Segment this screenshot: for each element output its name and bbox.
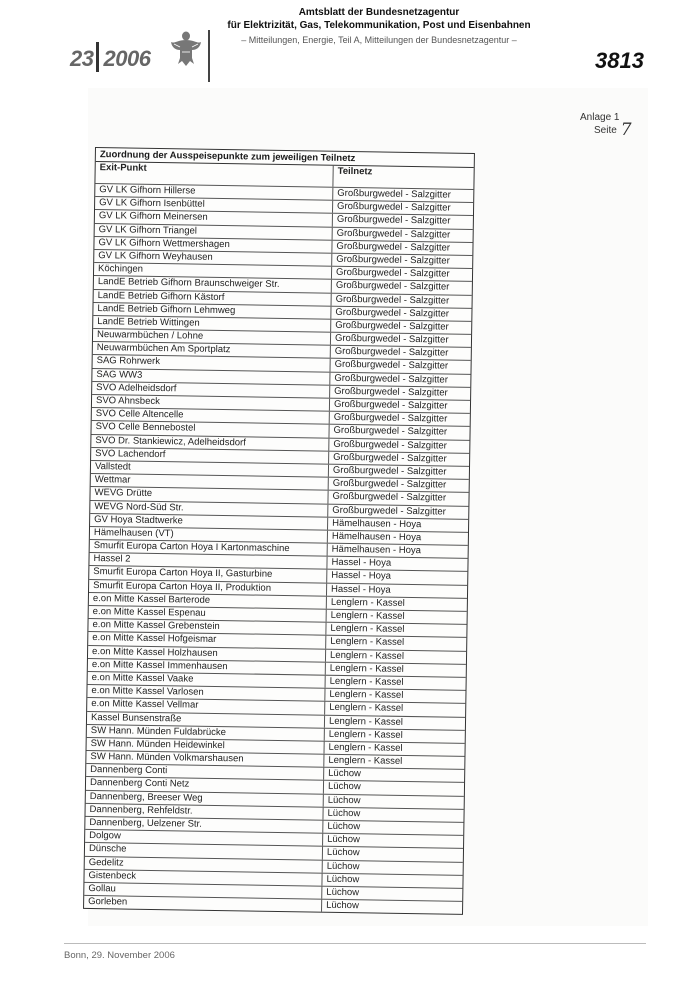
exit-point-cell: e.on Mitte Kassel Barterode	[89, 593, 327, 609]
exit-point-cell: e.on Mitte Kassel Grebenstein	[88, 619, 326, 635]
subnet-cell: Lüchow	[327, 794, 361, 806]
exit-point-cell: LandE Betrieb Gifhorn Lehmweg	[93, 303, 331, 319]
subnet-cell: Großburgwedel - Salzgitter	[334, 385, 448, 399]
exit-point-cell: SAG Rohrwerk	[93, 355, 331, 371]
subnet-cell: Großburgwedel - Salzgitter	[333, 425, 448, 438]
exit-point-cell: e.on Mitte Kassel Vellmar	[87, 698, 325, 714]
exit-point-cell: SVO Celle Bennebostel	[91, 421, 329, 437]
exit-point-cell: Dünsche	[85, 843, 323, 859]
issue-separator	[96, 42, 99, 72]
subnet-cell: Großburgwedel - Salzgitter	[333, 451, 447, 465]
subnet-cell: Großburgwedel - Salzgitter	[335, 306, 450, 320]
subnet-cell: Lenglern - Kassel	[328, 754, 403, 767]
subnet-cell: Großburgwedel - Salzgitter	[334, 332, 449, 346]
subnet-cell: Großburgwedel - Salzgitter	[335, 293, 450, 307]
subnet-cell: Großburgwedel - Salzgitter	[336, 253, 450, 267]
exit-point-cell: Köchingen	[94, 263, 332, 279]
subnet-cell: Lenglern - Kassel	[329, 688, 404, 702]
exit-point-cell: SAG WW3	[92, 369, 330, 385]
exit-point-cell: LandE Betrieb Gifhorn Kästorf	[94, 289, 332, 305]
exit-point-cell: Dannenberg Conti Netz	[86, 777, 324, 793]
exit-point-cell: SW Hann. Münden Volkmarshausen	[86, 751, 324, 767]
annex-page	[580, 120, 632, 140]
publication-scope: für Elektrizität, Gas, Telekommunikation, Post und Eisenbahnen	[227, 20, 531, 31]
exit-point-cell: GV LK Gifhorn Weyhausen	[94, 250, 332, 266]
exit-point-cell: GV LK Gifhorn Hillerse	[95, 184, 333, 200]
subnet-cell: Lenglern - Kassel	[328, 741, 403, 754]
exit-point-cell: Smurfit Europa Carton Hoya II, Produktion	[89, 580, 327, 596]
exit-point-cell: GV LK Gifhorn Triangel	[95, 224, 333, 240]
exit-point-cell: GV LK Gifhorn Meinersen	[95, 210, 333, 226]
subnet-cell: Hassel - Hoya	[331, 570, 392, 583]
annex-label	[580, 112, 632, 140]
subnet-cell: Großburgwedel - Salzgitter	[336, 240, 451, 254]
annex-page-number: 7	[620, 120, 632, 140]
subnet-cell: Lenglern - Kassel	[330, 609, 405, 622]
exit-point-cell: SVO Ahnsbeck	[92, 395, 330, 411]
subnet-cell: Großburgwedel - Salzgitter	[333, 411, 448, 425]
publication-header	[214, 6, 544, 47]
subnet-cell: Lüchow	[326, 860, 360, 872]
exit-point-cell: Gorleben	[84, 896, 322, 912]
exit-point-cell: Wettmar	[91, 474, 329, 490]
exit-point-cell: GV Hoya Stadtwerke	[90, 514, 328, 530]
subnet-cell: Hämelhausen - Hoya	[331, 530, 422, 544]
subnet-cell: Lüchow	[327, 833, 360, 846]
subnet-cell: Lenglern - Kassel	[330, 596, 405, 609]
exit-point-cell: e.on Mitte Kassel Holzhausen	[88, 646, 326, 662]
header-divider	[208, 30, 210, 82]
subnet-cell: Großburgwedel - Salzgitter	[337, 200, 451, 214]
subnet-cell: Großburgwedel - Salzgitter	[333, 398, 448, 412]
column-header-exit-point: Exit-Punkt	[95, 162, 333, 187]
subnet-cell: Lüchow	[327, 820, 361, 833]
subnet-cell: Großburgwedel - Salzgitter	[332, 477, 447, 491]
subnet-cell: Hassel - Hoya	[331, 557, 392, 569]
exit-point-cell: Smurfit Europa Carton Hoya I Kartonmaschine	[90, 540, 328, 556]
exit-point-cell: e.on Mitte Kassel Hofgeismar	[88, 632, 326, 648]
annex-page-label: Seite	[594, 125, 617, 136]
subnet-cell: Lüchow	[327, 781, 361, 793]
exit-point-cell: Dolgow	[85, 830, 323, 846]
footer-date: Bonn, 29. November 2006	[64, 950, 175, 961]
subnet-cell: Großburgwedel - Salzgitter	[336, 214, 451, 227]
exit-point-cell: Hassel 2	[89, 553, 327, 569]
publication-section: – Mitteilungen, Energie, Teil A, Mitteilungen der Bundesnetzagentur –	[241, 35, 517, 45]
subnet-cell: Hassel - Hoya	[331, 583, 391, 596]
subnet-cell: Lenglern - Kassel	[328, 715, 404, 728]
subnet-cell: Großburgwedel - Salzgitter	[334, 359, 449, 373]
exit-point-cell: SVO Dr. Stankiewicz, Adelheidsdorf	[91, 435, 329, 451]
subnet-cell: Großburgwedel - Salzgitter	[336, 227, 451, 241]
table-body	[84, 184, 473, 914]
table-title: Zuordnung der Ausspeisepunkte zum jeweiligen Teilnetz	[96, 148, 474, 168]
exit-point-cell: GV LK Gifhorn Wettmershagen	[94, 237, 332, 253]
subnet-cell: Lüchow	[326, 886, 360, 899]
exit-point-cell: Dannenberg Conti	[86, 764, 324, 780]
subnet-cell: Großburgwedel - Salzgitter	[334, 372, 449, 386]
subnet-cell: Lüchow	[327, 807, 361, 820]
exit-point-cell: e.on Mitte Kassel Espenau	[89, 606, 327, 622]
subnet-cell: Lenglern - Kassel	[330, 622, 405, 636]
subnet-cell: Großburgwedel - Salzgitter	[332, 464, 447, 478]
subnet-cell: Hämelhausen - Hoya	[331, 543, 422, 557]
exit-point-cell: Gistenbeck	[84, 870, 322, 886]
subnet-cell: Großburgwedel - Salzgitter	[337, 187, 451, 201]
exit-point-cell: WEVG Nord-Süd Str.	[90, 500, 328, 516]
subnet-cell: Lüchow	[328, 767, 362, 780]
exit-point-cell: Neuwarmbüchen Am Sportplatz	[93, 342, 331, 358]
subnet-cell: Großburgwedel - Salzgitter	[335, 319, 449, 333]
annex-title: Anlage 1	[580, 112, 620, 123]
subnet-cell: Großburgwedel - Salzgitter	[332, 504, 446, 518]
subnet-cell: Großburgwedel - Salzgitter	[335, 280, 450, 293]
exit-point-cell: WEVG Drütte	[90, 487, 328, 503]
subnet-cell: Lenglern - Kassel	[330, 636, 405, 649]
subnet-cell: Großburgwedel - Salzgitter	[335, 266, 450, 280]
exit-point-cell: SVO Adelheidsdorf	[92, 382, 330, 398]
exit-point-cell: LandE Betrieb Gifhorn Braunschweiger Str.	[94, 276, 332, 292]
subnet-cell: Lenglern - Kassel	[329, 675, 404, 688]
publication-title: Amtsblatt der Bundesnetzagentur	[298, 7, 460, 18]
exit-point-cell: SVO Lachendorf	[91, 448, 329, 464]
exit-point-cell: Gollau	[84, 883, 322, 899]
subnet-cell: Lenglern - Kassel	[328, 728, 403, 741]
subnet-cell: Lüchow	[326, 847, 360, 859]
exit-point-cell: e.on Mitte Kassel Immenhausen	[88, 659, 326, 675]
subnet-cell: Großburgwedel - Salzgitter	[334, 346, 449, 359]
subnet-cell: Lenglern - Kassel	[329, 702, 404, 715]
exit-point-cell: LandE Betrieb Wittingen	[93, 316, 331, 332]
issue-number-value: 23	[70, 46, 94, 71]
exit-point-cell: Smurfit Europa Carton Hoya II, Gasturbine	[89, 566, 327, 582]
issue-number	[70, 42, 150, 72]
exit-point-cell: GV LK Gifhorn Isenbüttel	[95, 197, 333, 213]
subnet-cell: Lenglern - Kassel	[329, 649, 405, 662]
subnet-cell: Großburgwedel - Salzgitter	[332, 491, 447, 504]
exit-point-cell: e.on Mitte Kassel Varlosen	[87, 685, 325, 701]
subnet-cell: Großburgwedel - Salzgitter	[333, 438, 447, 452]
exit-point-cell: Kassel Bunsenstraße	[87, 711, 325, 727]
exit-point-cell: Neuwarmbüchen / Lohne	[93, 329, 331, 345]
federal-eagle-icon	[168, 28, 204, 68]
exit-point-cell: Hämelhausen (VT)	[90, 527, 328, 543]
page-number: 3813	[595, 48, 644, 73]
subnet-cell: Lenglern - Kassel	[329, 662, 404, 675]
subnet-cell: Lüchow	[326, 873, 360, 885]
exit-point-cell: Dannenberg, Uelzener Str.	[85, 817, 323, 833]
exit-point-cell: Gedelitz	[85, 856, 323, 872]
exit-point-cell: Dannenberg, Breeser Weg	[86, 791, 324, 807]
column-header-subnet: Teilnetz	[337, 165, 373, 178]
exit-point-cell: SVO Celle Altencelle	[92, 408, 330, 424]
exit-point-cell: Vallstedt	[91, 461, 329, 477]
exit-point-cell: e.on Mitte Kassel Vaake	[88, 672, 326, 688]
exit-point-table	[83, 147, 475, 915]
footer-divider	[64, 943, 646, 944]
issue-year: 2006	[103, 46, 151, 71]
subnet-cell: Lüchow	[326, 899, 359, 912]
exit-point-cell: SW Hann. Münden Heidewinkel	[87, 738, 325, 754]
subnet-cell: Hämelhausen - Hoya	[332, 517, 422, 530]
exit-point-cell: SW Hann. Münden Fuldabrücke	[87, 725, 325, 741]
exit-point-cell: Dannenberg, Rehfeldstr.	[85, 804, 323, 820]
